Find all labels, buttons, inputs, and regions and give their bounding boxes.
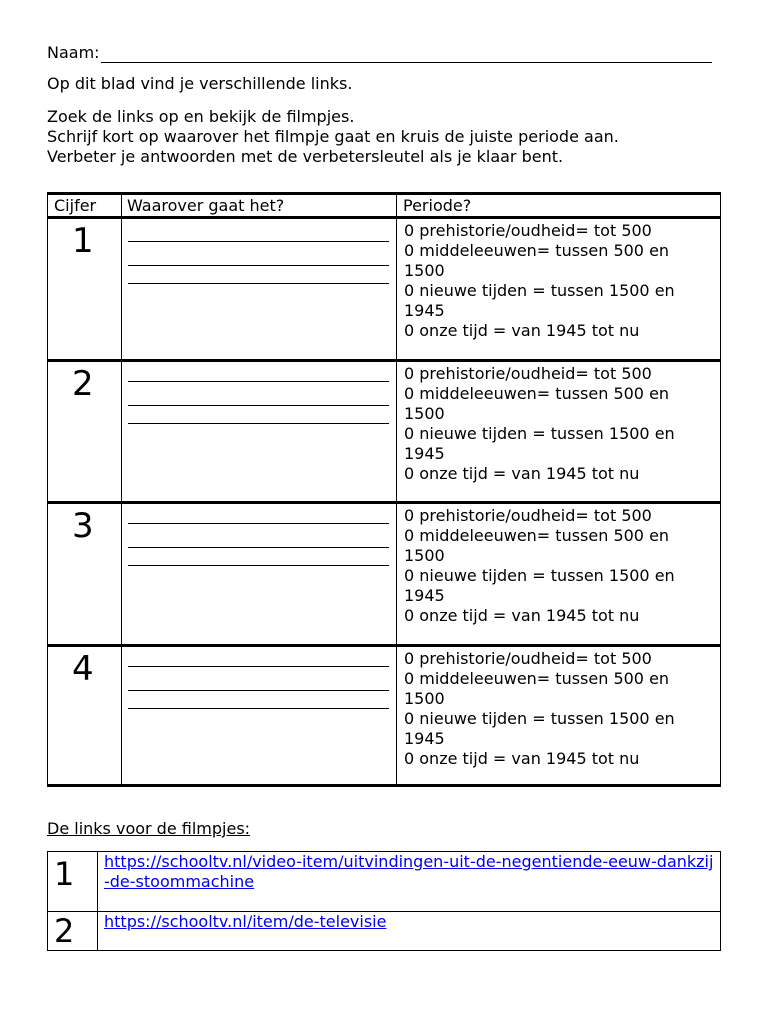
period-option[interactable]: 0 nieuwe tijden = tussen 1500 en: [404, 709, 675, 728]
period-option-cont: 1945: [404, 586, 445, 605]
period-option-cont: 1945: [404, 301, 445, 320]
links-heading: De links voor de filmpjes:: [47, 819, 251, 838]
video-link[interactable]: https://schooltv.nl/video-item/uitvindingen-uit-de-negentiende-eeuw-dankzij-de-stoommachine: [104, 852, 714, 891]
link-row: [48, 852, 720, 911]
period-option[interactable]: 0 prehistorie/oudheid= tot 500: [404, 506, 652, 525]
intro-text: Op dit blad vind je verschillende links.: [47, 74, 353, 93]
period-option[interactable]: 0 onze tijd = van 1945 tot nu: [404, 749, 640, 768]
link-number: 2: [54, 912, 75, 950]
answer-line[interactable]: [128, 283, 389, 284]
row-number: 1: [72, 221, 94, 261]
period-option[interactable]: 0 middeleeuwen= tussen 500 en: [404, 526, 670, 545]
instruction-line: Schrijf kort op waarover het filmpje gaat en kruis de juiste periode aan.: [47, 127, 619, 146]
link-row: [48, 911, 720, 951]
answer-line[interactable]: [128, 265, 389, 266]
instruction-line: Zoek de links op en bekijk de filmpjes.: [47, 107, 355, 126]
name-field[interactable]: [101, 46, 712, 63]
period-option[interactable]: 0 nieuwe tijden = tussen 1500 en: [404, 566, 675, 585]
answer-line[interactable]: [128, 708, 389, 709]
period-option[interactable]: 0 onze tijd = van 1945 tot nu: [404, 464, 640, 483]
answer-line[interactable]: [128, 405, 389, 406]
name-label: Naam:: [47, 43, 100, 62]
answer-line[interactable]: [128, 666, 389, 667]
answer-line[interactable]: [128, 241, 389, 242]
answer-line[interactable]: [128, 381, 389, 382]
answer-line[interactable]: [128, 523, 389, 524]
period-options: [404, 649, 718, 769]
name-line: [47, 43, 712, 63]
period-option[interactable]: 0 prehistorie/oudheid= tot 500: [404, 364, 652, 383]
table-row: [48, 359, 720, 502]
header-waarover: Waarover gaat het?: [127, 196, 285, 215]
header-cijfer: Cijfer: [54, 196, 97, 215]
links-table: [47, 851, 721, 951]
period-option[interactable]: 0 nieuwe tijden = tussen 1500 en: [404, 424, 675, 443]
period-option[interactable]: 0 onze tijd = van 1945 tot nu: [404, 606, 640, 625]
period-option-cont: 1945: [404, 729, 445, 748]
period-option[interactable]: 0 nieuwe tijden = tussen 1500 en: [404, 281, 675, 300]
table-row: [48, 644, 720, 787]
period-option-cont: 1500: [404, 546, 445, 565]
period-option-cont: 1500: [404, 261, 445, 280]
table-row: [48, 219, 720, 359]
period-options: [404, 364, 718, 484]
answer-line[interactable]: [128, 690, 389, 691]
video-link[interactable]: https://schooltv.nl/item/de-televisie: [104, 912, 387, 931]
period-option[interactable]: 0 middeleeuwen= tussen 500 en: [404, 669, 670, 688]
row-number: 3: [72, 506, 94, 546]
answer-line[interactable]: [128, 423, 389, 424]
period-option[interactable]: 0 middeleeuwen= tussen 500 en: [404, 384, 670, 403]
period-options: [404, 221, 718, 341]
period-option[interactable]: 0 middeleeuwen= tussen 500 en: [404, 241, 670, 260]
answer-line[interactable]: [128, 565, 389, 566]
period-option-cont: 1500: [404, 404, 445, 423]
video-table: [47, 192, 721, 787]
period-option[interactable]: 0 onze tijd = van 1945 tot nu: [404, 321, 640, 340]
period-option[interactable]: 0 prehistorie/oudheid= tot 500: [404, 221, 652, 240]
table-row: [48, 501, 720, 644]
header-periode: Periode?: [403, 196, 472, 215]
instructions: [47, 107, 619, 167]
row-number: 4: [72, 649, 94, 689]
link-number: 1: [54, 855, 75, 893]
period-options: [404, 506, 718, 626]
period-option[interactable]: 0 prehistorie/oudheid= tot 500: [404, 649, 652, 668]
period-option-cont: 1500: [404, 689, 445, 708]
answer-line[interactable]: [128, 547, 389, 548]
period-option-cont: 1945: [404, 444, 445, 463]
row-number: 2: [72, 364, 94, 404]
table-header: [48, 195, 720, 219]
instruction-line: Verbeter je antwoorden met de verbetersleutel als je klaar bent.: [47, 147, 564, 166]
